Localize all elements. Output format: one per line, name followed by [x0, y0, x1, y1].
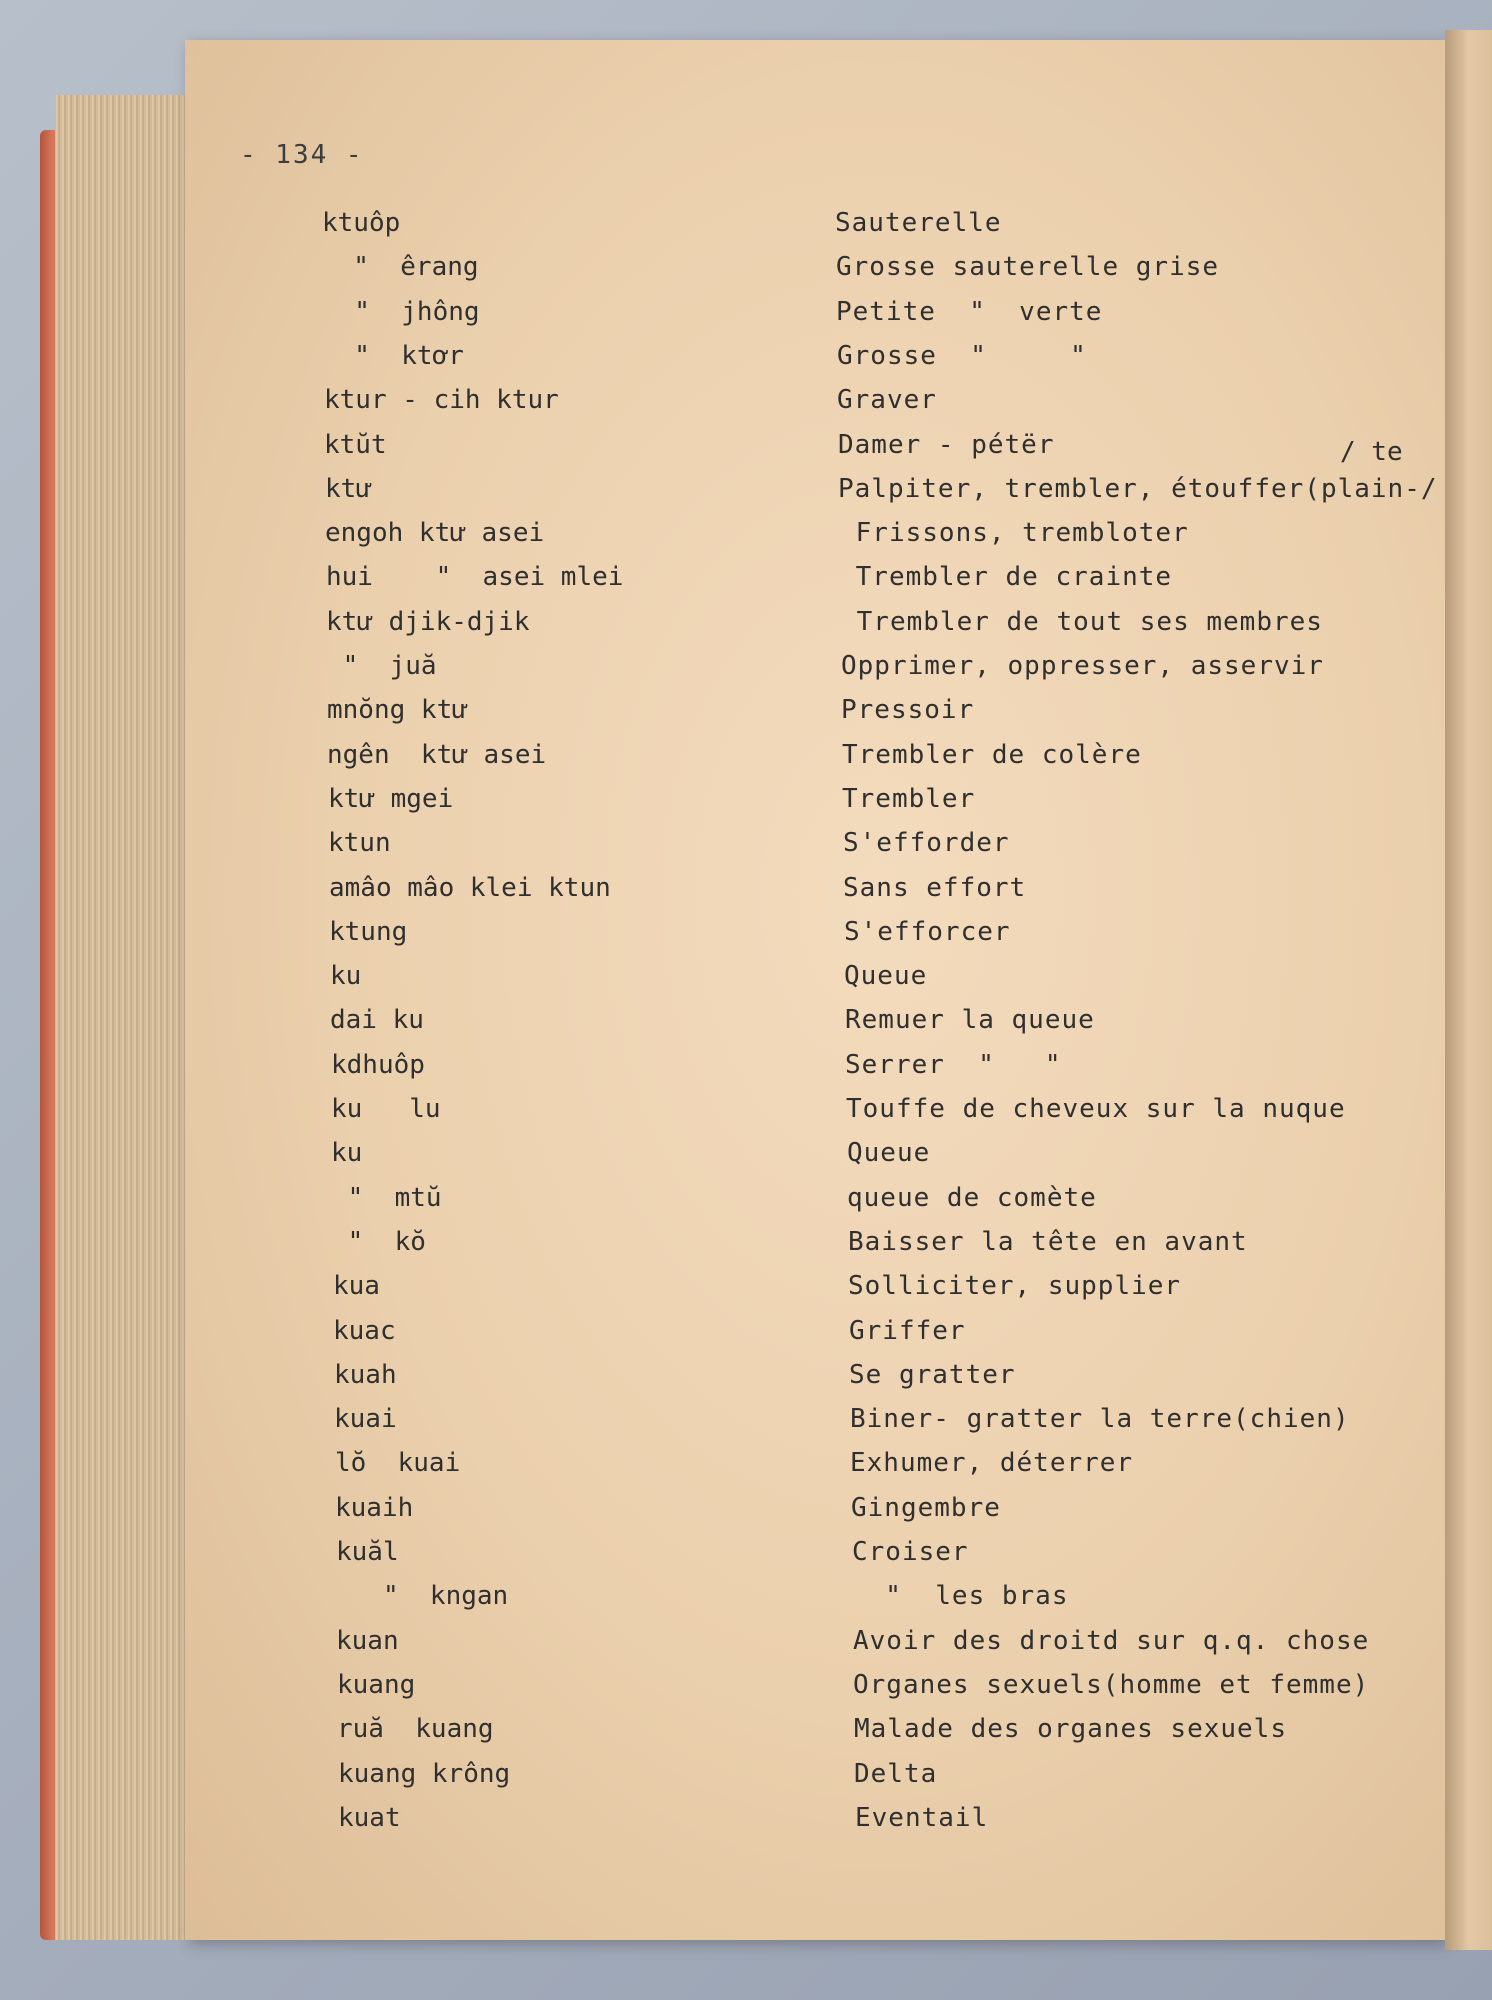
headword: kuan: [336, 1626, 399, 1656]
dictionary-entry: [0, 1448, 1492, 1488]
french-gloss: Graver: [837, 385, 937, 415]
dictionary-entry: [0, 562, 1492, 602]
dictionary-entry: [0, 828, 1492, 868]
french-gloss: Damer - pétër: [838, 430, 1055, 460]
dictionary-entry: [0, 1005, 1492, 1045]
dictionary-entry: [0, 341, 1492, 381]
page-number: - 134 -: [240, 140, 364, 170]
dictionary-entry: [0, 1581, 1492, 1621]
french-gloss: Trembler de colère: [842, 740, 1142, 770]
french-gloss: Sans effort: [843, 873, 1027, 903]
headword: ktư: [325, 474, 372, 504]
headword: engoh ktư asei: [325, 518, 545, 548]
french-gloss: Griffer: [849, 1316, 966, 1346]
headword: dai ku: [330, 1005, 424, 1035]
dictionary-entry: [0, 1537, 1492, 1577]
dictionary-entry: [0, 784, 1492, 824]
french-gloss: Pressoir: [841, 695, 975, 725]
dictionary-entry: [0, 1271, 1492, 1311]
headword: " ktơr: [323, 341, 464, 371]
french-gloss: Baisser la tête en avant: [848, 1227, 1248, 1257]
headword: ktuôp: [322, 208, 401, 238]
headword: amâo mâo klei ktun: [329, 873, 611, 903]
dictionary-entry: [0, 474, 1492, 514]
french-gloss: S'efforcer: [844, 917, 1011, 947]
dictionary-entry: [0, 1670, 1492, 1710]
french-gloss: Frissons, trembloter: [839, 518, 1189, 548]
headword: kuaih: [335, 1493, 414, 1523]
headword: kuac: [333, 1316, 396, 1346]
headword: hui " asei mlei: [326, 562, 624, 592]
dictionary-entry: [0, 1050, 1492, 1090]
dictionary-entry: [0, 1714, 1492, 1754]
dictionary-entry: [0, 1316, 1492, 1356]
headword: ku: [331, 1138, 363, 1168]
dictionary-entry: [0, 740, 1492, 780]
headword: " êrang: [322, 252, 479, 282]
dictionary-entry: [0, 961, 1492, 1001]
french-gloss: " les bras: [852, 1581, 1069, 1611]
dictionary-entry: [0, 607, 1492, 647]
headword: ktung: [329, 917, 408, 947]
french-gloss: Remuer la queue: [845, 1005, 1095, 1035]
french-gloss: Trembler: [842, 784, 976, 814]
dictionary-entry: [0, 651, 1492, 691]
french-gloss: Petite " verte: [836, 297, 1103, 327]
headword: kuat: [338, 1803, 401, 1833]
dictionary-entry: [0, 1493, 1492, 1533]
headword: " juă: [327, 651, 437, 681]
dictionary-entry: [0, 1360, 1492, 1400]
french-gloss: Malade des organes sexuels: [854, 1714, 1287, 1744]
headword: ngên ktư asei: [327, 740, 547, 770]
french-gloss: Solliciter, supplier: [848, 1271, 1182, 1301]
french-gloss: S'efforder: [843, 828, 1010, 858]
french-gloss: Palpiter, trembler, étouffer(plain-/: [838, 474, 1438, 504]
headword: ktŭt: [324, 430, 387, 460]
dictionary-entry: [0, 1094, 1492, 1134]
headword: kuang: [337, 1670, 416, 1700]
french-gloss: Se gratter: [849, 1360, 1016, 1390]
headword: kuah: [334, 1360, 397, 1390]
headword: ktư mgei: [328, 784, 454, 814]
headword: ktun: [328, 828, 391, 858]
headword: lŏ kuai: [335, 1448, 461, 1478]
french-gloss: Queue: [847, 1138, 931, 1168]
headword: kuang krông: [338, 1759, 511, 1789]
french-gloss: Croiser: [852, 1537, 969, 1567]
french-gloss: Organes sexuels(homme et femme): [853, 1670, 1370, 1700]
french-gloss: Serrer " ": [845, 1050, 1062, 1080]
french-gloss: Grosse sauterelle grise: [836, 252, 1220, 282]
dictionary-entry: [0, 1138, 1492, 1178]
dictionary-entry: [0, 297, 1492, 337]
headword: kuai: [334, 1404, 397, 1434]
headword: mnŏng ktư: [327, 695, 468, 725]
french-gloss: Delta: [854, 1759, 938, 1789]
dictionary-entry: [0, 385, 1492, 425]
french-gloss: Gingembre: [851, 1493, 1001, 1523]
dictionary-entry: [0, 1803, 1492, 1843]
dictionary-entry: [0, 695, 1492, 735]
dictionary-entry: [0, 1626, 1492, 1666]
headword: ku: [330, 961, 362, 991]
french-gloss: Exhumer, déterrer: [850, 1448, 1134, 1478]
french-gloss: Biner- gratter la terre(chien): [850, 1404, 1350, 1434]
headword: ruă kuang: [337, 1714, 494, 1744]
dictionary-entry: [0, 208, 1492, 248]
dictionary-entry: [0, 917, 1492, 957]
headword: ktur - cih ktur: [324, 385, 559, 415]
headword: kdhuôp: [331, 1050, 425, 1080]
margin-continuation-note: / te: [1340, 437, 1403, 467]
dictionary-entry: [0, 1759, 1492, 1799]
french-gloss: Eventail: [855, 1803, 989, 1833]
french-gloss: Sauterelle: [835, 208, 1002, 238]
headword: " mtŭ: [332, 1183, 442, 1213]
french-gloss: Touffe de cheveux sur la nuque: [846, 1094, 1346, 1124]
french-gloss: Trembler de crainte: [839, 562, 1173, 592]
headword: " jhông: [323, 297, 480, 327]
dictionary-entry: [0, 1404, 1492, 1444]
french-gloss: Queue: [844, 961, 928, 991]
dictionary-entry: [0, 252, 1492, 292]
headword: " kngan: [336, 1581, 509, 1611]
french-gloss: Opprimer, oppresser, asservir: [841, 651, 1324, 681]
dictionary-entry: [0, 1227, 1492, 1267]
dictionary-entry: [0, 1183, 1492, 1223]
headword: kua: [333, 1271, 380, 1301]
dictionary-entry: [0, 430, 1492, 470]
headword: ku lu: [331, 1094, 441, 1124]
french-gloss: queue de comète: [847, 1183, 1097, 1213]
french-gloss: Avoir des droitd sur q.q. chose: [853, 1626, 1370, 1656]
dictionary-entry: [0, 873, 1492, 913]
headword: " kŏ: [332, 1227, 426, 1257]
headword: kuăl: [336, 1537, 399, 1567]
dictionary-entry: [0, 518, 1492, 558]
french-gloss: Trembler de tout ses membres: [840, 607, 1323, 637]
headword: ktư djik-djik: [326, 607, 530, 637]
french-gloss: Grosse " ": [837, 341, 1087, 371]
